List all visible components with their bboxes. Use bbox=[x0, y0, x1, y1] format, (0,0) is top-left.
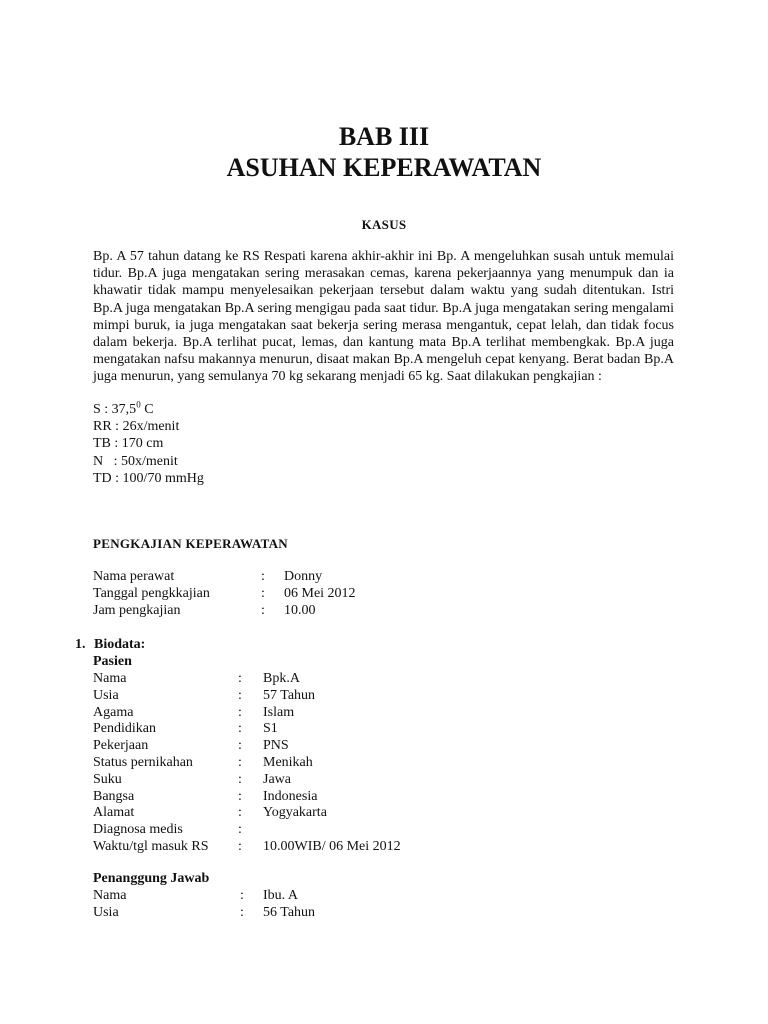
pengkajian-label: Tanggal pengkkajian bbox=[93, 586, 210, 601]
pasien-label: Status pernikahan bbox=[93, 755, 193, 770]
vital-n: N : 50x/menit bbox=[93, 453, 178, 469]
pengkajian-row bbox=[93, 585, 593, 602]
pasien-label: Usia bbox=[93, 687, 119, 703]
pasien-label: Waktu/tgl masuk RS bbox=[93, 839, 209, 854]
pasien-row bbox=[93, 670, 593, 687]
pasien-value: Bpk.A bbox=[263, 671, 300, 686]
pasien-value: Jawa bbox=[263, 771, 291, 787]
biodata-number: 1. bbox=[75, 637, 86, 652]
pasien-row bbox=[93, 771, 593, 788]
pasien-row bbox=[93, 804, 593, 821]
vital-td: TD : 100/70 mmHg bbox=[93, 470, 204, 486]
pasien-label: Diagnosa medis bbox=[93, 822, 183, 838]
pengkajian-value: Donny bbox=[284, 569, 323, 584]
penanggung-colon: : bbox=[240, 888, 244, 903]
vital-tb: TB : 170 cm bbox=[93, 436, 164, 452]
pasien-label: Pendidikan bbox=[93, 721, 156, 737]
vital-suhu bbox=[93, 401, 393, 418]
pasien-row bbox=[93, 704, 593, 721]
vital-suhu-value: S : 37,5 bbox=[93, 402, 137, 417]
kasus-heading: KASUS bbox=[361, 217, 407, 232]
chapter-title: ASUHAN KEPERAWATAN bbox=[226, 153, 542, 182]
pengkajian-label: Nama perawat bbox=[93, 569, 175, 584]
pasien-colon: : bbox=[238, 687, 242, 703]
pasien-row bbox=[93, 788, 593, 805]
pengkajian-colon: : bbox=[261, 586, 265, 601]
penanggung-heading: Penanggung Jawab bbox=[93, 871, 210, 886]
pasien-label: Suku bbox=[93, 771, 122, 787]
pasien-colon: : bbox=[238, 822, 242, 838]
penanggung-label: Usia bbox=[93, 905, 119, 920]
pasien-value: 10.00WIB/ 06 Mei 2012 bbox=[263, 839, 401, 854]
pasien-value: 57 Tahun bbox=[263, 687, 316, 703]
pasien-colon: : bbox=[238, 704, 242, 720]
pasien-label: Pekerjaan bbox=[93, 738, 149, 754]
pasien-row bbox=[93, 754, 593, 771]
pasien-value: Menikah bbox=[263, 755, 313, 770]
pasien-row bbox=[93, 687, 593, 704]
pengkajian-row bbox=[93, 602, 593, 619]
pasien-row bbox=[93, 737, 593, 754]
pasien-row bbox=[93, 821, 593, 838]
vital-rr: RR : 26x/menit bbox=[93, 419, 180, 435]
pengkajian-colon: : bbox=[261, 569, 265, 584]
pasien-value: PNS bbox=[263, 738, 289, 754]
pasien-colon: : bbox=[238, 771, 242, 787]
penanggung-value: 56 Tahun bbox=[263, 905, 316, 920]
penanggung-colon: : bbox=[240, 905, 244, 920]
vital-signs-list bbox=[93, 401, 393, 487]
chapter-number: BAB III bbox=[338, 122, 430, 151]
pasien-colon: : bbox=[238, 755, 242, 770]
pasien-value: Islam bbox=[263, 704, 295, 720]
pasien-label: Nama bbox=[93, 671, 127, 686]
biodata-title: Biodata: bbox=[94, 637, 146, 652]
pasien-value: Indonesia bbox=[263, 788, 318, 804]
pasien-label: Alamat bbox=[93, 805, 135, 821]
pengkajian-label: Jam pengkajian bbox=[93, 603, 181, 618]
pasien-heading: Pasien bbox=[93, 654, 132, 669]
pasien-colon: : bbox=[238, 738, 242, 754]
pengkajian-colon: : bbox=[261, 603, 265, 618]
biodata-heading bbox=[75, 636, 145, 653]
pasien-label: Agama bbox=[93, 704, 134, 720]
pasien-value: S1 bbox=[263, 721, 278, 737]
pasien-colon: : bbox=[238, 721, 242, 737]
pengkajian-row bbox=[93, 568, 593, 585]
pasien-colon: : bbox=[238, 839, 242, 854]
degree-superscript: 0 bbox=[136, 399, 141, 410]
case-paragraph: Bp. A 57 tahun datang ke RS Respati karena akhir-akhir ini Bp. A mengeluhkan susah untuk memulai tidur. Bp.A juga mengatakan sering merasakan cemas, karena pekerjaannya yang menumpuk dan ia khawatir tidak mampu menyelesaikan pekerjaan tersebut dalam waktu yang sudah ditentukan. Istri Bp.A juga mengatakan Bp.A sering mengigau pada saat tidur. Bp.A juga mengatakan sering mengalami mimpi buruk, ia juga mengatakan saat bekerja sering merasa mengantuk, cepat lelah, dan tidak focus dalam bekerja. Bp.A terlihat pucat, lemas, dan kantung mata Bp.A terlihat membengkak. Bp.A juga mengatakan nafsu makannya menurun, disaat makan Bp.A mengeluh cepat kenyang. Berat badan Bp.A juga menurun, yang semulanya 70 kg sekarang menjadi 65 kg. Saat dilakukan pengkajian : bbox=[93, 249, 674, 385]
penanggung-label: Nama bbox=[93, 888, 127, 903]
pasien-value: Yogyakarta bbox=[263, 805, 327, 821]
pasien-label: Bangsa bbox=[93, 788, 135, 804]
vital-suhu-unit: C bbox=[140, 402, 154, 417]
penanggung-row bbox=[93, 904, 593, 921]
pengkajian-value: 10.00 bbox=[284, 603, 316, 618]
penanggung-value: Ibu. A bbox=[263, 888, 298, 903]
pasien-colon: : bbox=[238, 671, 242, 686]
pasien-colon: : bbox=[238, 805, 242, 821]
pengkajian-value: 06 Mei 2012 bbox=[284, 586, 356, 601]
pasien-colon: : bbox=[238, 788, 242, 804]
penanggung-row bbox=[93, 887, 593, 904]
pengkajian-heading: PENGKAJIAN KEPERAWATAN bbox=[93, 536, 288, 551]
pasien-row bbox=[93, 720, 593, 737]
pasien-row bbox=[93, 838, 593, 855]
